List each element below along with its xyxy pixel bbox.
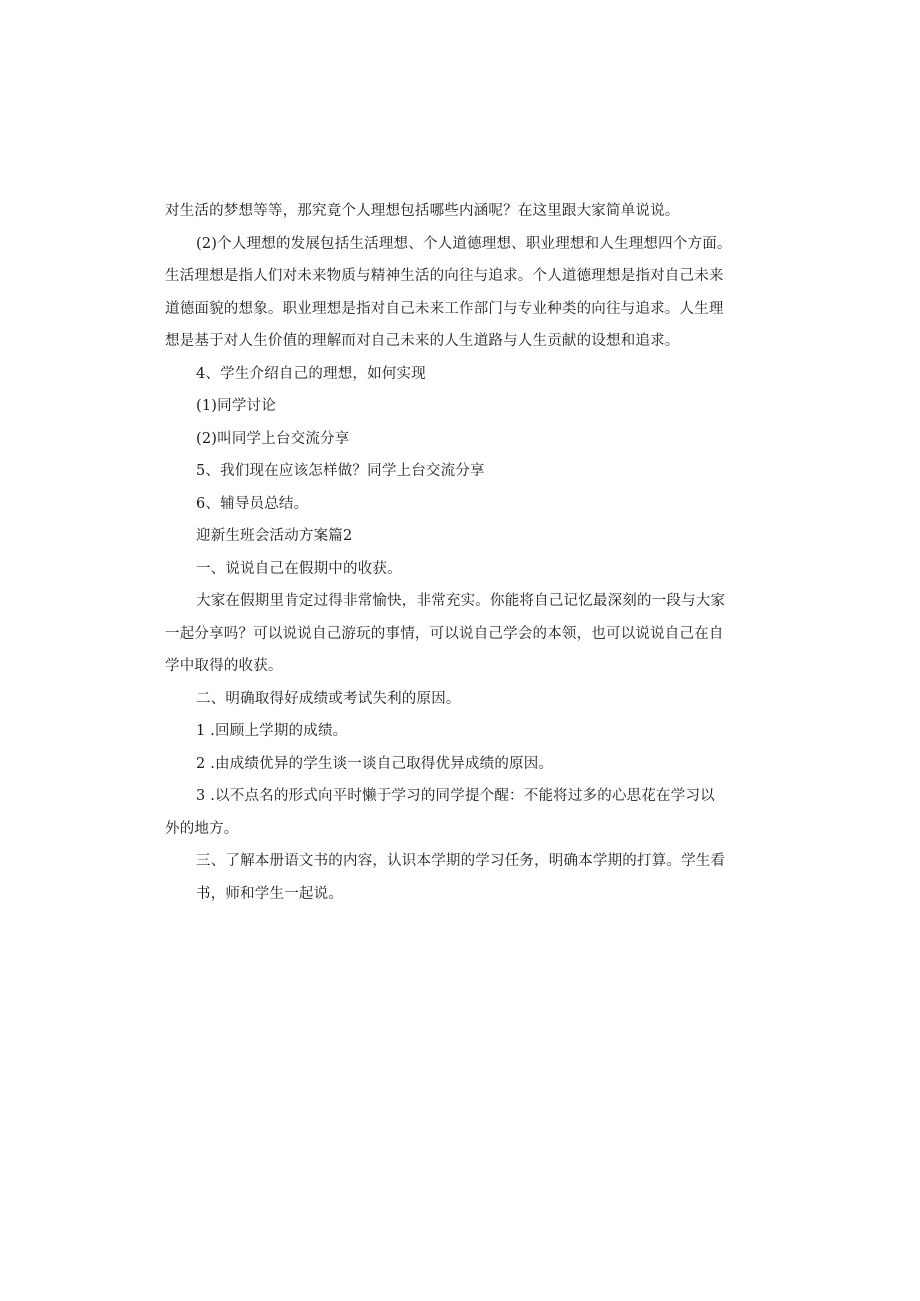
- text-line: 书，师和学生一起说。: [196, 885, 343, 902]
- section-heading: [165, 520, 751, 553]
- paragraph: [165, 195, 751, 228]
- text-line: 想是基于对人生价值的理解而对自己未来的人生道路与人生贡献的设想和追求。: [165, 333, 680, 349]
- text-line: 道德面貌的想象。职业理想是指对自己未来工作部门与专业种类的向往与追求。人生理: [165, 300, 724, 317]
- text-line: 三、了解本册语文书的内容，认识本学期的学习任务，明确本学期的打算。学生看: [196, 853, 726, 869]
- text-line: 一、说说自己在假期中的收获。: [196, 560, 402, 577]
- paragraph: [165, 845, 751, 910]
- paragraph: [165, 585, 751, 683]
- paragraph: [165, 390, 751, 423]
- paragraph: [165, 780, 751, 845]
- text-line: 对生活的梦想等等，那究竟个人理想包括哪些内涵呢？在这里跟大家简单说说。: [165, 203, 680, 219]
- paragraph: [165, 455, 751, 488]
- text-line: 学中取得的收获。: [165, 658, 283, 674]
- text-line: 2 .由成绩优异的学生谈一谈自己取得优异成绩的原因。: [196, 755, 554, 772]
- text-line: 大家在假期里肯定过得非常愉快，非常充实。你能将自己记忆最深刻的一段与大家: [196, 593, 726, 609]
- text-line: (2)叫同学上台交流分享: [196, 430, 350, 447]
- text-line: 4、学生介绍自己的理想，如何实现: [196, 365, 426, 382]
- text-line: 1 .回顾上学期的成绩。: [196, 723, 348, 739]
- paragraph: [165, 228, 751, 358]
- text-line: 3 .以不点名的形式向平时懒于学习的同学提个醒：不能将过多的心思花在学习以: [196, 788, 715, 804]
- heading-text: 迎新生班会活动方案篇2: [196, 528, 353, 544]
- paragraph: [165, 358, 751, 391]
- paragraph: [165, 683, 751, 716]
- paragraph: [165, 748, 751, 781]
- paragraph: [165, 715, 751, 748]
- text-line: (1)同学讨论: [196, 398, 276, 414]
- text-line: 一起分享吗？可以说说自己游玩的事情，可以说自己学会的本领，也可以说说自己在自: [165, 625, 724, 642]
- text-line: 6、辅导员总结。: [196, 495, 309, 512]
- paragraph: [165, 488, 751, 521]
- text-line: 二、明确取得好成绩或考试失利的原因。: [196, 690, 461, 707]
- text-line: 5、我们现在应该怎样做？同学上台交流分享: [196, 463, 485, 479]
- document-body: [165, 195, 751, 910]
- paragraph: [165, 553, 751, 586]
- paragraph: [165, 423, 751, 456]
- text-line: (2)个人理想的发展包括生活理想、个人道德理想、职业理想和人生理想四个方面。: [196, 235, 732, 252]
- text-line: 外的地方。: [165, 820, 239, 837]
- text-line: 生活理想是指人们对未来物质与精神生活的向往与追求。个人道德理想是指对自己未来: [165, 268, 724, 284]
